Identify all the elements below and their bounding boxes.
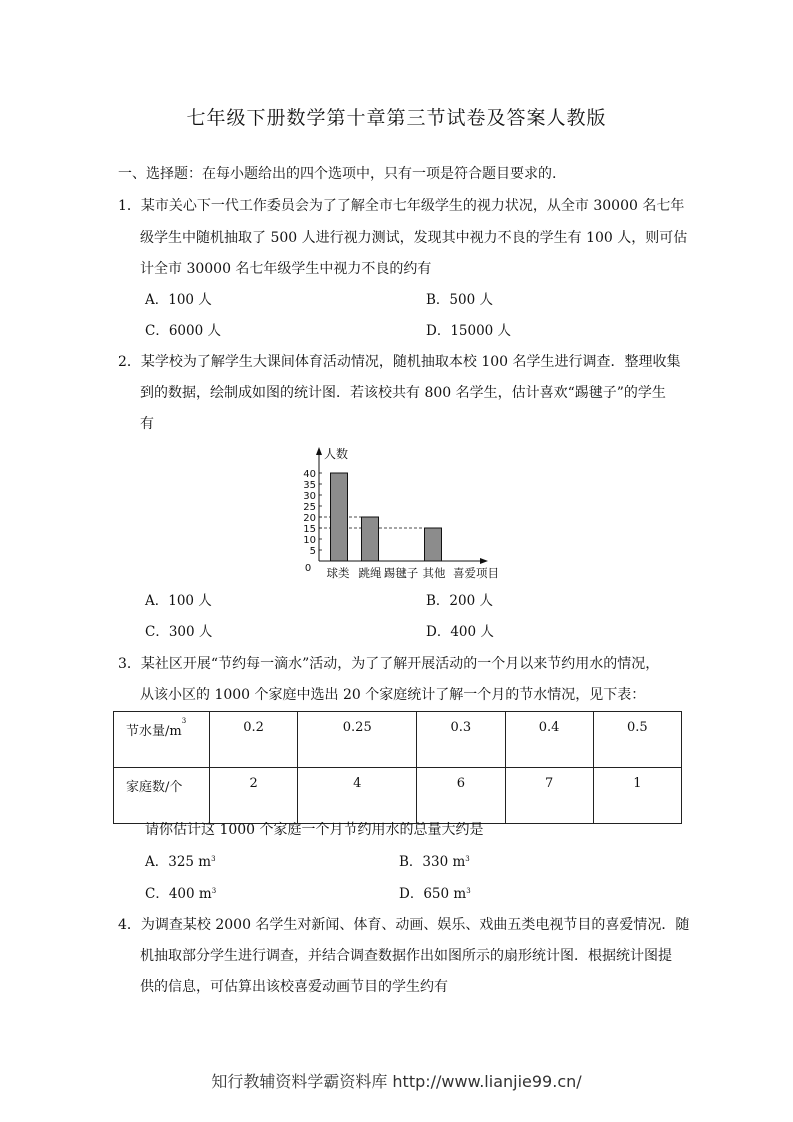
q2-line-2: 到的数据，绘制成如图的统计图．若该校共有 800 名学生，估计喜欢“踢毽子”的学生 bbox=[140, 385, 666, 401]
q3-question: 请你估计这 1000 个家庭一个月节约用水的总量大约是 bbox=[145, 822, 484, 838]
q2-line-3: 有 bbox=[140, 416, 154, 432]
row-header-families: 家庭数/个 bbox=[114, 768, 210, 824]
q1-line-1: 1．某市关心下一代工作委员会为了了解全市七年级学生的视力状况，从全市 30000 名七年 bbox=[118, 198, 685, 214]
y-tick-label: 20 bbox=[303, 513, 316, 524]
q4-line-2: 机抽取部分学生进行调查，并结合调查数据作出如图所示的扇形统计图．根据统计图提 bbox=[140, 948, 672, 964]
q3-option-a: A．325 $m^3$ bbox=[145, 854, 216, 870]
bar-chart bbox=[292, 443, 507, 585]
q1-option-b: B．500 人 bbox=[426, 292, 493, 308]
table-cell: 4 bbox=[298, 768, 417, 824]
page-title: 七年级下册数学第十章第三节试卷及答案人教版 bbox=[186, 107, 607, 129]
footer-watermark: 知行教辅资料学霸资料库 http://www.lianjie99.cn/ bbox=[211, 1072, 582, 1091]
table-cell: 6 bbox=[417, 768, 505, 824]
q4-line-3: 供的信息，可估算出该校喜爱动画节目的学生约有 bbox=[140, 979, 448, 995]
x-category-label: 球类 bbox=[326, 566, 350, 580]
table-cell: 2 bbox=[210, 768, 298, 824]
y-tick-label: 0 bbox=[304, 563, 312, 574]
q2-line-1: 2．某学校为了解学生大课间体育活动情况，随机抽取本校 100 名学生进行调查．整理收集 bbox=[118, 354, 681, 370]
x-category-label: 其他 bbox=[422, 566, 446, 580]
table-row bbox=[114, 768, 682, 824]
x-axis-arrow bbox=[480, 558, 488, 564]
q3-option-c: C．400 $m^3$ bbox=[145, 886, 217, 902]
section-heading: 一、选择题：在每小题给出的四个选项中，只有一项是符合题目要求的. bbox=[118, 166, 557, 182]
q1-option-c: C．6000 人 bbox=[145, 323, 221, 339]
q3-line-2: 从该小区的 1000 个家庭中选出 20 个家庭统计了解一个月的节水情况，见下表： bbox=[140, 687, 646, 703]
q2-option-d: D．400 人 bbox=[426, 624, 494, 640]
y-tick-label: 25 bbox=[303, 502, 316, 513]
x-category-label: 踢毽子 bbox=[383, 566, 419, 580]
table-cell: 0.4 bbox=[505, 712, 593, 768]
bar-4 bbox=[425, 528, 442, 561]
y-tick-label: 10 bbox=[303, 535, 316, 546]
q3-option-b: B．330 $m^3$ bbox=[399, 854, 470, 870]
bar-2 bbox=[362, 517, 379, 561]
q1-line-3: 计全市 30000 名七年级学生中视力不良的约有 bbox=[140, 261, 432, 277]
table-cell: 7 bbox=[505, 768, 593, 824]
row-header-water: 节水量$/m^3$ bbox=[114, 712, 210, 768]
table-cell: 0.25 bbox=[298, 712, 417, 768]
y-axis-arrow bbox=[316, 447, 322, 455]
table-cell: 0.5 bbox=[593, 712, 681, 768]
q3-option-d: D．650 $m^3$ bbox=[399, 886, 471, 902]
x-axis-label: 喜爱项目 bbox=[453, 566, 499, 580]
q2-option-b: B．200 人 bbox=[426, 593, 493, 609]
y-tick-label: 15 bbox=[303, 524, 316, 535]
table-cell: 1 bbox=[593, 768, 681, 824]
q1-line-2: 级学生中随机抽取了 500 人进行视力测试，发现其中视力不良的学生有 100 人，则可估 bbox=[140, 230, 688, 246]
q1-option-d: D．15000 人 bbox=[426, 323, 512, 339]
table-cell: 0.2 bbox=[210, 712, 298, 768]
bar-1 bbox=[331, 473, 348, 561]
q2-option-a: A．100 人 bbox=[145, 593, 212, 609]
y-tick-label: 30 bbox=[303, 491, 316, 502]
y-tick-label: 35 bbox=[303, 480, 316, 491]
y-tick-label: 40 bbox=[303, 469, 316, 480]
q1-option-a: A．100 人 bbox=[145, 292, 212, 308]
table-row bbox=[114, 712, 682, 768]
x-category-label: 跳绳 bbox=[358, 566, 382, 580]
y-axis-label: 人数 bbox=[324, 447, 349, 461]
q4-line-1: 4．为调查某校 2000 名学生对新闻、体育、动画、娱乐、戏曲五类电视节目的喜爱情况．随 bbox=[118, 917, 690, 933]
water-saving-table bbox=[113, 711, 682, 824]
y-tick-label: 5 bbox=[309, 546, 316, 557]
q2-option-c: C．300 人 bbox=[145, 624, 213, 640]
table-cell: 0.3 bbox=[417, 712, 505, 768]
q3-line-1: 3．某社区开展“节约每一滴水”活动，为了了解开展活动的一个月以来节约用水的情况， bbox=[118, 656, 660, 672]
